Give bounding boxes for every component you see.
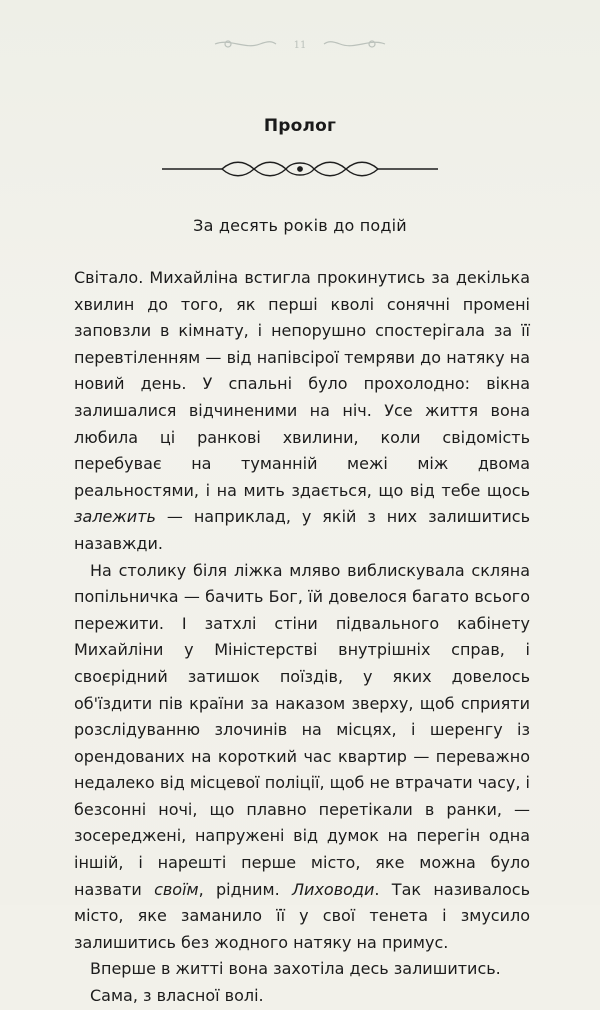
emphasis: залежить [74,507,156,527]
emphasis: Лиховоди [292,879,375,899]
chapter-title: Пролог [263,116,337,136]
paragraph-3: Вперше в житті вона захотіла десь залишитись. [90,959,501,979]
page-number: 11 [293,40,307,51]
paragraph-1: Світало. Михайліна встигла прокинутись за декілька хвилин до того, як перші кволі сонячні промені заповзли в кімнату, і непорушно спостерігала за її перевтіленням — від напівсірої темряви до натяку на новий день. У спальні було прохолодно: вікна залишалися відчиненими на ніч. Усе життя вона любила ці ранкові хвилини, коли свідомість перебуває на туманній межі між двома реальностями, і на мить здається, що від тебе щось залежить — наприклад, у якій з них залишитись назавжди. [74,268,530,553]
emphasis: своїм [154,879,199,899]
ornamental-divider-icon [162,158,438,180]
chapter-body [74,265,530,1010]
chapter-subtitle: За десять років до подій [193,216,407,235]
paragraph-2: На столику біля ліжка мляво виблискувала скляна попільничка — бачить Бог, їй довелося багато всього пережити. І затхлі стіни підвального кабінету Михайліни у Міністерстві внутрішніх справ, і своєрідний затишок поїздів, у яких довелось об'їздити пів країни за наказом зверху, щоб сприяти розслідуванню злочинів на місцях, і шеренгу із орендованих на короткий час квартир — переважно недалеко від місцевої поліції, щоб не втрачати часу, і безсонні ночі, що плавно перетікали в ранки, — зосереджені, напружені від думок на перегін одна іншій, і нарешті перше місто, яке можна було назвати своїм, рідним. Лиховоди. Так називалось місто, яке заманило її у свої тенета і змусило залишитись без жодного натяку на примус. [74,560,531,952]
header-ornament-icon [210,37,390,51]
paragraph-4: Сама, з власної волі. [90,986,264,1006]
